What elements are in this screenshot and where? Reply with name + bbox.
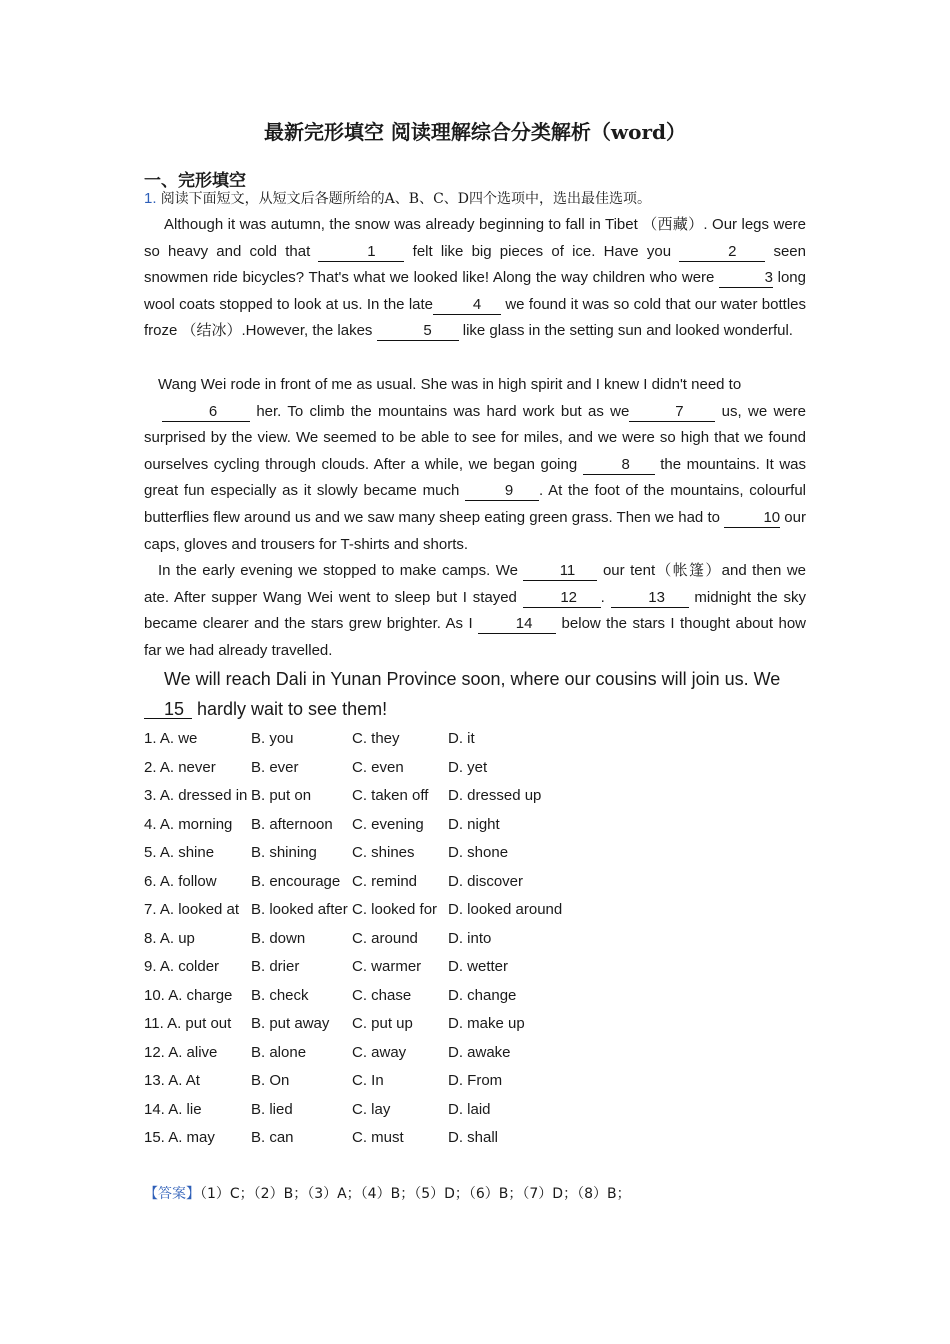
section-heading: 一、完形填空 — [144, 171, 246, 191]
option-b: B. check — [251, 986, 309, 1004]
option-b: B. looked after — [251, 901, 348, 918]
blank-12: 12 — [523, 589, 601, 608]
option-a: 14. A. lie — [144, 1100, 202, 1118]
option-d: D. into — [448, 929, 492, 947]
option-d: D. make up — [448, 1015, 525, 1032]
option-b: B. On — [251, 1072, 290, 1089]
option-d: D. shall — [448, 1129, 499, 1146]
option-b: B. afternoon — [251, 815, 333, 833]
option-a: 12. A. alive — [144, 1043, 218, 1061]
option-b: B. put on — [251, 787, 312, 804]
option-a: 7. A. looked at — [144, 901, 240, 918]
option-d: D. awake — [448, 1043, 511, 1061]
option-a: 15. A. may — [144, 1129, 215, 1146]
option-c: C. remind — [352, 872, 418, 890]
option-a: 1. A. we — [144, 730, 198, 747]
blank-9: 9 — [465, 482, 539, 501]
answer-text: （1）C；（2）B；（3）A；（4）B；（5）D；（6）B；（7）D；（8）B； — [200, 1186, 631, 1202]
passage-paragraph-2: Wang Wei rode in front of me as usual. She was in high spirit and I knew I didn't need to 6 her. To climb the mountains was hard work but as we 7 us, we were surprised by the view. We seemed to be able to see for miles, and we were so high that we found ourselves cycling through clouds. After a while, we began going 8 the mountains. It was great fun especially as it slowly became much 9 . At the foot of the mountains, colourful butterflies flew around us and we saw many sheep eating green grass. Then we had to 10 our caps, gloves and trousers for T-shirts and shorts. — [144, 376, 807, 553]
instruction-text: 阅读下面短文，从短文后各题所给的A、B、C、D四个选项中，选出最佳选项。 — [160, 191, 652, 207]
blank-8: 8 — [583, 456, 655, 475]
option-b: B. put away — [251, 1015, 330, 1032]
page-title: 最新完形填空 阅读理解综合分类解析（word） — [263, 120, 687, 144]
passage-paragraph-4: We will reach Dali in Yunan Province soon, where our cousins will join us. We 15 hardly wait to see them! — [144, 664, 806, 724]
option-c: C. evening — [352, 815, 424, 833]
blank-14: 14 — [478, 615, 556, 634]
blank-3: 3 — [719, 269, 773, 288]
option-c: C. looked for — [352, 901, 438, 918]
blank-13: 13 — [611, 589, 689, 608]
blank-2: 2 — [679, 243, 765, 262]
option-b: B. you — [251, 730, 294, 747]
option-b: B. lied — [251, 1100, 293, 1118]
option-c: C. even — [352, 758, 404, 776]
option-c: C. shines — [352, 844, 415, 861]
option-c: C. In — [352, 1072, 384, 1089]
blank-4: 4 — [433, 296, 501, 315]
option-d: D. change — [448, 986, 517, 1004]
option-a: 5. A. shine — [144, 844, 215, 861]
option-d: D. yet — [448, 758, 488, 776]
option-c: C. they — [352, 730, 400, 747]
question-instruction: 1. 阅读下面短文，从短文后各题所给的A、B、C、D四个选项中，选出最佳选项。 — [144, 190, 652, 207]
option-d: D. looked around — [448, 901, 563, 918]
answer-tag: 【答案】 — [144, 1186, 200, 1202]
option-c: C. chase — [352, 986, 412, 1004]
option-c: C. warmer — [352, 958, 422, 975]
blank-11: 11 — [523, 562, 597, 581]
option-b: B. alone — [251, 1043, 307, 1061]
option-a: 6. A. follow — [144, 872, 217, 890]
option-c: C. lay — [352, 1100, 391, 1118]
option-a: 3. A. dressed in — [144, 787, 248, 804]
option-c: C. around — [352, 929, 418, 947]
blank-1: 1 — [318, 243, 404, 262]
option-a: 13. A. At — [144, 1072, 200, 1089]
option-b: B. ever — [251, 758, 299, 776]
option-d: D. it — [448, 730, 475, 747]
blank-7: 7 — [629, 403, 715, 422]
option-a: 2. A. never — [144, 758, 216, 776]
passage-paragraph-3: In the early evening we stopped to make camps. We 11 our tent（帐篷）and then we ate. After supper Wang Wei went to sleep but I stayed 12 . 13 midnight the sky became clearer and the stars grew brighter. As I 14 below the stars I thought about how far we had already travelled. — [144, 562, 807, 659]
blank-15: 15 — [144, 700, 192, 719]
option-a: 4. A. morning — [144, 815, 233, 833]
option-c: C. put up — [352, 1015, 413, 1032]
option-d: D. dressed up — [448, 787, 542, 804]
option-b: B. shining — [251, 844, 317, 861]
option-b: B. encourage — [251, 872, 341, 890]
blank-6: 6 — [162, 403, 250, 422]
option-c: C. must — [352, 1129, 404, 1146]
option-d: D. discover — [448, 872, 524, 890]
blank-10: 10 — [724, 509, 780, 528]
option-d: D. wetter — [448, 958, 509, 975]
option-b: B. can — [251, 1129, 294, 1146]
option-d: D. From — [448, 1072, 503, 1089]
option-a: 9. A. colder — [144, 958, 220, 975]
option-a: 8. A. up — [144, 929, 195, 947]
option-a: 10. A. charge — [144, 986, 233, 1004]
option-d: D. laid — [448, 1100, 491, 1118]
option-b: B. down — [251, 929, 306, 947]
option-c: C. taken off — [352, 787, 429, 804]
option-c: C. away — [352, 1043, 407, 1061]
option-d: D. night — [448, 815, 500, 833]
option-d: D. shone — [448, 844, 509, 861]
question-number: 1 — [144, 190, 153, 207]
answer-line — [144, 1183, 631, 1203]
option-a: 11. A. put out — [144, 1015, 232, 1032]
blank-5: 5 — [377, 322, 459, 341]
passage-paragraph-1: Although it was autumn, the snow was already beginning to fall in Tibet （西藏）. Our legs were so heavy and cold that 1 felt like big pieces of ice. Have you 2 seen snowmen ride bicycles? That's what we looked like! Along the way children who were 3 long wool coats stopped to look at us. In the late 4 we found it was so cold that our water bottles froze （结冰）.However, the lakes 5 like glass in the setting sun and looked wonderful. — [144, 216, 806, 340]
option-b: B. drier — [251, 958, 300, 975]
